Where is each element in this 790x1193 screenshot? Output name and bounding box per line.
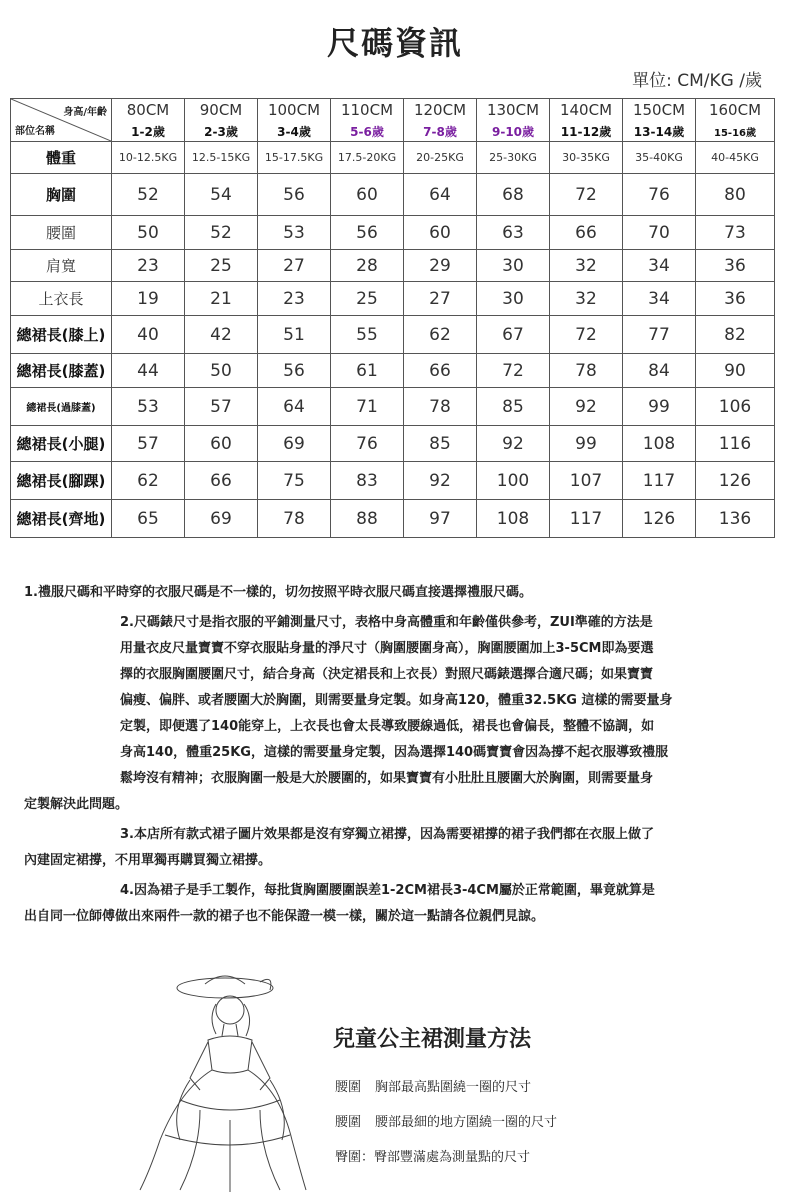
- age-cell: 11-12歲: [550, 121, 623, 142]
- value-cell: 51: [258, 316, 331, 354]
- value-cell: 83: [331, 462, 404, 500]
- value-cell: 60: [404, 216, 477, 250]
- value-cell: 53: [258, 216, 331, 250]
- row-label: 總裙長(膝蓋): [11, 354, 112, 388]
- value-cell: 25: [185, 250, 258, 282]
- value-cell: 44: [112, 354, 185, 388]
- value-cell: 62: [404, 316, 477, 354]
- value-cell: 30-35KG: [550, 142, 623, 174]
- note-2e: 定製，即便選了140能穿上，上衣長也會太長導致腰線過低，裙長也會偏長，整體不協調，如: [120, 719, 655, 734]
- value-cell: 27: [258, 250, 331, 282]
- measure-value: 胸部最高點圍繞一圈的尺寸: [375, 1080, 532, 1095]
- value-cell: 97: [404, 500, 477, 538]
- value-cell: 66: [185, 462, 258, 500]
- value-cell: 77: [623, 316, 696, 354]
- table-row: [11, 462, 775, 500]
- table-row: [11, 426, 775, 462]
- value-cell: 117: [550, 500, 623, 538]
- page-title: 尺碼資訊: [326, 24, 463, 62]
- age-row: [11, 121, 775, 142]
- height-cell: 90CM: [185, 99, 258, 122]
- value-cell: 69: [185, 500, 258, 538]
- value-cell: 69: [258, 426, 331, 462]
- value-cell: 62: [112, 462, 185, 500]
- value-cell: 17.5-20KG: [331, 142, 404, 174]
- header-corner-cell: [11, 99, 112, 142]
- value-cell: 75: [258, 462, 331, 500]
- value-cell: 56: [331, 216, 404, 250]
- note-4b: 出自同一位師傅做出來兩件一款的裙子也不能保證一模一樣，關於這一點請各位親們見諒。: [24, 909, 545, 924]
- value-cell: 36: [696, 250, 775, 282]
- measure-key: 腰圍: [335, 1080, 362, 1095]
- value-cell: 56: [258, 174, 331, 216]
- value-cell: 107: [550, 462, 623, 500]
- value-cell: 88: [331, 500, 404, 538]
- height-cell: 110CM: [331, 99, 404, 122]
- note-2d: 偏瘦、偏胖、或者腰圍大於胸圍，則需要量身定製。如身高120，體重32.5KG 這樣的需要量身: [120, 693, 673, 708]
- header-bottom-label: 部位名稱: [15, 126, 55, 137]
- value-cell: 61: [331, 354, 404, 388]
- value-cell: 52: [112, 174, 185, 216]
- value-cell: 108: [623, 426, 696, 462]
- measure-key: 腰圍: [335, 1115, 362, 1130]
- value-cell: 92: [550, 388, 623, 426]
- value-cell: 68: [477, 174, 550, 216]
- value-cell: 73: [696, 216, 775, 250]
- value-cell: 90: [696, 354, 775, 388]
- value-cell: 66: [550, 216, 623, 250]
- row-label: 肩寬: [11, 250, 112, 282]
- measure-value: 腰部最細的地方圍繞一圈的尺寸: [375, 1115, 558, 1130]
- value-cell: 32: [550, 250, 623, 282]
- value-cell: 52: [185, 216, 258, 250]
- header-top-label: 身高/年齡: [63, 107, 107, 118]
- height-cell: 120CM: [404, 99, 477, 122]
- value-cell: 35-40KG: [623, 142, 696, 174]
- note-2a: 2.尺碼錶尺寸是指衣服的平鋪測量尺寸，表格中身高體重和年齡僅供參考，ZUI準確的方法是: [120, 615, 653, 630]
- value-cell: 60: [331, 174, 404, 216]
- value-cell: 117: [623, 462, 696, 500]
- value-cell: 100: [477, 462, 550, 500]
- value-cell: 23: [112, 250, 185, 282]
- table-row: [11, 316, 775, 354]
- value-cell: 92: [477, 426, 550, 462]
- value-cell: 42: [185, 316, 258, 354]
- table-row: [11, 142, 775, 174]
- row-label: 總裙長(過膝蓋): [11, 388, 112, 426]
- value-cell: 36: [696, 282, 775, 316]
- value-cell: 66: [404, 354, 477, 388]
- table-row: [11, 282, 775, 316]
- row-label: 體重: [11, 142, 112, 174]
- measure-line-2: [335, 1111, 557, 1130]
- table-row: [11, 216, 775, 250]
- note-3b: 內建固定裙撐，不用單獨再購買獨立裙撐。: [24, 853, 272, 868]
- measure-value: 臀部豐滿處為測量點的尺寸: [374, 1150, 531, 1165]
- table-row: [11, 354, 775, 388]
- value-cell: 25: [331, 282, 404, 316]
- measure-line-3: [335, 1146, 530, 1165]
- value-cell: 84: [623, 354, 696, 388]
- value-cell: 108: [477, 500, 550, 538]
- value-cell: 40-45KG: [696, 142, 775, 174]
- value-cell: 23: [258, 282, 331, 316]
- value-cell: 72: [477, 354, 550, 388]
- value-cell: 70: [623, 216, 696, 250]
- value-cell: 106: [696, 388, 775, 426]
- value-cell: 28: [331, 250, 404, 282]
- height-cell: 80CM: [112, 99, 185, 122]
- notes: [24, 580, 769, 930]
- table-row: [11, 388, 775, 426]
- value-cell: 53: [112, 388, 185, 426]
- note-2h: 定製解決此問題。: [24, 797, 129, 812]
- value-cell: 76: [331, 426, 404, 462]
- age-cell: 3-4歲: [258, 121, 331, 142]
- value-cell: 25-30KG: [477, 142, 550, 174]
- age-cell: 2-3歲: [185, 121, 258, 142]
- value-cell: 80: [696, 174, 775, 216]
- value-cell: 65: [112, 500, 185, 538]
- value-cell: 50: [185, 354, 258, 388]
- value-cell: 85: [404, 426, 477, 462]
- age-cell: 15-16歲: [696, 121, 775, 142]
- note-3a: 3.本店所有款式裙子圖片效果都是沒有穿獨立裙撐，因為需要裙撐的裙子我們都在衣服上做了: [120, 827, 654, 842]
- value-cell: 15-17.5KG: [258, 142, 331, 174]
- value-cell: 78: [404, 388, 477, 426]
- princess-illustration: [120, 970, 320, 1193]
- age-cell: 7-8歲: [404, 121, 477, 142]
- height-cell: 130CM: [477, 99, 550, 122]
- value-cell: 12.5-15KG: [185, 142, 258, 174]
- value-cell: 71: [331, 388, 404, 426]
- measure-key: 臀圍：: [335, 1150, 375, 1165]
- value-cell: 60: [185, 426, 258, 462]
- value-cell: 126: [696, 462, 775, 500]
- value-cell: 85: [477, 388, 550, 426]
- value-cell: 116: [696, 426, 775, 462]
- note-1: 1.禮服尺碼和平時穿的衣服尺碼是不一樣的，切勿按照平時衣服尺碼直接選擇禮服尺碼。: [24, 585, 532, 600]
- value-cell: 56: [258, 354, 331, 388]
- table-row: [11, 174, 775, 216]
- value-cell: 30: [477, 282, 550, 316]
- row-label: 總裙長(小腿): [11, 426, 112, 462]
- value-cell: 32: [550, 282, 623, 316]
- note-2g: 鬆垮沒有精神；衣服胸圍一般是大於腰圍的，如果寶寶有小肚肚且腰圍大於胸圍，則需要量身: [120, 771, 654, 786]
- value-cell: 126: [623, 500, 696, 538]
- value-cell: 50: [112, 216, 185, 250]
- row-label: 胸圍: [11, 174, 112, 216]
- height-cell: 140CM: [550, 99, 623, 122]
- note-4a: 4.因為裙子是手工製作，每批貨胸圍腰圍誤差1-2CM裙長3-4CM屬於正常範圍，畢竟就算是: [120, 883, 655, 898]
- note-2f: 身高140，體重25KG，這樣的需要量身定製，因為選擇140碼寶寶會因為撐不起衣服導致禮服: [120, 745, 669, 760]
- value-cell: 57: [185, 388, 258, 426]
- table-row: [11, 250, 775, 282]
- value-cell: 54: [185, 174, 258, 216]
- height-cell: 150CM: [623, 99, 696, 122]
- value-cell: 34: [623, 282, 696, 316]
- value-cell: 99: [550, 426, 623, 462]
- value-cell: 64: [404, 174, 477, 216]
- size-table: [10, 98, 775, 538]
- value-cell: 63: [477, 216, 550, 250]
- value-cell: 67: [477, 316, 550, 354]
- row-label: 總裙長(齊地): [11, 500, 112, 538]
- value-cell: 20-25KG: [404, 142, 477, 174]
- value-cell: 21: [185, 282, 258, 316]
- height-cell: 160CM: [696, 99, 775, 122]
- value-cell: 27: [404, 282, 477, 316]
- measure-line-1: [335, 1076, 531, 1095]
- age-cell: 13-14歲: [623, 121, 696, 142]
- value-cell: 82: [696, 316, 775, 354]
- value-cell: 40: [112, 316, 185, 354]
- value-cell: 78: [258, 500, 331, 538]
- table-row: [11, 500, 775, 538]
- note-2b: 用量衣皮尺量寶寶不穿衣服貼身量的淨尺寸（胸圍腰圍身高），胸圍腰圍加上3-5CM即為要選: [120, 641, 654, 656]
- row-label: 腰圍: [11, 216, 112, 250]
- row-label: 總裙長(膝上): [11, 316, 112, 354]
- value-cell: 72: [550, 316, 623, 354]
- value-cell: 29: [404, 250, 477, 282]
- value-cell: 136: [696, 500, 775, 538]
- value-cell: 92: [404, 462, 477, 500]
- value-cell: 99: [623, 388, 696, 426]
- value-cell: 30: [477, 250, 550, 282]
- value-cell: 19: [112, 282, 185, 316]
- height-cell: 100CM: [258, 99, 331, 122]
- value-cell: 10-12.5KG: [112, 142, 185, 174]
- age-cell: 9-10歲: [477, 121, 550, 142]
- value-cell: 57: [112, 426, 185, 462]
- value-cell: 76: [623, 174, 696, 216]
- measure-title: 兒童公主裙測量方法: [333, 1027, 532, 1052]
- value-cell: 64: [258, 388, 331, 426]
- row-label: 總裙長(腳踝): [11, 462, 112, 500]
- age-cell: 5-6歲: [331, 121, 404, 142]
- value-cell: 34: [623, 250, 696, 282]
- value-cell: 78: [550, 354, 623, 388]
- age-cell: 1-2歲: [112, 121, 185, 142]
- unit-label: 單位: CM/KG /歲: [632, 71, 762, 91]
- height-row: [11, 99, 775, 122]
- value-cell: 55: [331, 316, 404, 354]
- note-2c: 擇的衣服胸圍腰圍尺寸，結合身高（決定裙長和上衣長）對照尺碼錶選擇合適尺碼；如果寶寶: [120, 667, 654, 682]
- value-cell: 72: [550, 174, 623, 216]
- row-label: 上衣長: [11, 282, 112, 316]
